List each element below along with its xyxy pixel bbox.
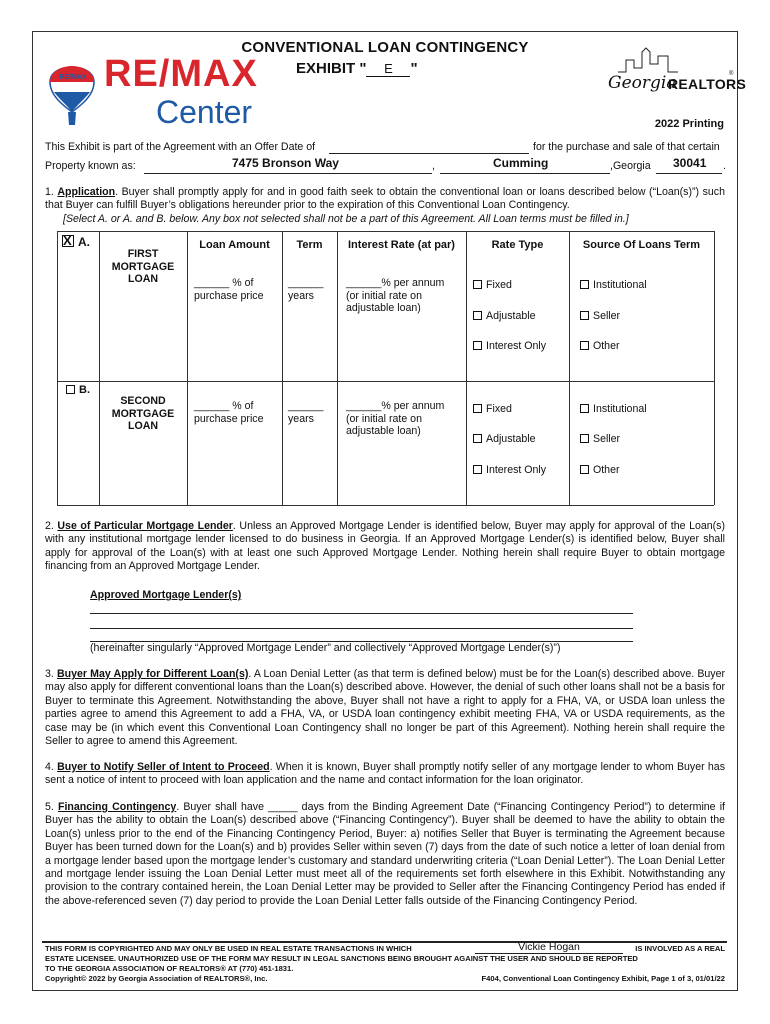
offer-date-field[interactable]: [329, 153, 529, 154]
approved-lender-line-1[interactable]: [90, 613, 633, 614]
checkbox-icon: [580, 311, 589, 320]
section-1: 1. Application. Buyer shall promptly apply for and in good faith seek to obtain the conventional loan or loans described below (“Loan(s)”) such that Buyer can fulfill Buyer’s obligations hereunder prior to the expiration of this Conventional Loan Contingency.: [45, 186, 725, 212]
row-b-source-other[interactable]: Other: [580, 464, 620, 477]
row-b-rate[interactable]: ______% per annum (or initial rate on adjustable loan): [346, 400, 445, 438]
row-b-source-seller[interactable]: Seller: [580, 433, 620, 446]
printing-year: 2022 Printing: [654, 118, 724, 130]
checkbox-icon: [473, 280, 482, 289]
form-title: CONVENTIONAL LOAN CONTINGENCY: [241, 39, 529, 56]
georgia-realtors-logo: [608, 44, 747, 100]
header-interest-rate: Interest Rate (at par): [348, 239, 455, 251]
approved-lender-note: (hereinafter singularly “Approved Mortgage Lender” and collectively “Approved Mortgage Lender(s)”): [90, 642, 561, 654]
section-3-heading: Buyer May Apply for Different Loan(s): [57, 668, 249, 680]
intro-line1-start: This Exhibit is part of the Agreement with an Offer Date of: [45, 141, 316, 153]
checkbox-icon: [473, 434, 482, 443]
footer-notice: THIS FORM IS COPYRIGHTED AND MAY ONLY BE USED IN REAL ESTATE TRANSACTIONS IN WHICH Vickie Hogan IS INVOLVED AS A REAL ESTATE LICENSEE. UNAUTHORIZED USE OF THE FORM MAY RESULT IN LEGAL SANCTIONS BEING BROUGHT AGAINST THE USER AND SHOULD BE REPORTED TO THE GEORGIA ASSOCIATION OF REALTORS® AT (770) 451-1831. Copyright© 2022 by Georgia Association of REALTORS®, Inc. F404, Conventional Loan Contingency Exhibit, Page 1 of 3, 01/01/22: [45, 941, 725, 984]
zip-field[interactable]: 30041: [673, 156, 707, 170]
checkbox-icon: [580, 465, 589, 474]
header-source: Source Of Loans Term: [582, 239, 701, 251]
intro-line2-start: Property known as:: [45, 160, 136, 172]
section-5: 5. Financing Contingency. Buyer shall have _____ days from the Binding Agreement Date (“Financing Contingency Period”) to determine if Buyer has the ability to obtain the Loan(s) described above (“Financing Contingency”). Buyer shall be deemed to have the ability to obtain the Loan(s) unless prior to the end of the Financing Contingency Period, Buyer: a) notifies Seller that Buyer is terminating the Agreement because Buyer has been turned down for the Loan(s) and b) provides Seller within seven (7) days from the date of such notice a letter of loan denial from a mortgage lender based upon the mortgage lender’s customary and standard underwriting criteria (“Loan Denial Letter”). The Loan Denial Letter and mortgage lender issuing the Loan Denial Letter must meet all of the requirements set forth elsewhere in this Exhibit. Notwithstanding any provision to the contrary contained herein, the Loan Denial Letter may be provided to Seller after the Financing Contingency Period has ended if the above-referenced seven (7) day period to provide the Loan Denial Letter falls outside of the Financing Contingency Period.: [45, 801, 725, 907]
section-4-heading: Buyer to Notify Seller of Intent to Proceed: [57, 761, 270, 773]
row-a-source-seller[interactable]: Seller: [580, 310, 620, 323]
section-1-instruction: [Select A. or A. and B. below. Any box not selected shall not be a part of this Agreement. All Loan terms must be filled in.]: [63, 213, 629, 225]
row-b-type-interest-only[interactable]: Interest Only: [473, 464, 546, 477]
row-b-term[interactable]: ______ years: [288, 400, 324, 425]
copyright: Copyright© 2022 by Georgia Association of REALTORS®, Inc.: [45, 974, 268, 984]
realtors-wordmark: REALTORS: [668, 76, 747, 92]
section-1-num: 1.: [45, 186, 54, 198]
city-field[interactable]: Cumming: [493, 156, 549, 170]
footer-rule: [42, 941, 727, 943]
row-a-select: X A.: [63, 233, 90, 249]
checkbox-icon: [580, 341, 589, 350]
row-a-source-other[interactable]: Other: [580, 340, 620, 353]
remax-logo: [40, 50, 275, 135]
section-2: 2. Use of Particular Mortgage Lender. Unless an Approved Mortgage Lender is identified below, Buyer may apply for approval of the Loan(s) with any institutional mortgage lender licensed to do business in Georgia. If an Approved Mortgage Lender(s) is identified below, Buyer shall apply for approval of the Loan(s) with at least one such Approved Mortgage Lender. Nothing herein shall require Buyer to obtain mortgage financing from an Approved Mortgage Lender.: [45, 520, 725, 573]
row-b-amount[interactable]: ______ % of purchase price: [194, 400, 264, 425]
exhibit-letter-field[interactable]: E: [366, 61, 410, 77]
registered-mark: ®: [729, 71, 734, 77]
row-a-term[interactable]: ______ years: [288, 277, 324, 302]
section-3: 3. Buyer May Apply for Different Loan(s). A Loan Denial Letter (as that term is defined below) must be for the Loan(s) described above. Buyer may also apply for different conventional loans than the Loan(s) described above. However, the denial of such other loans shall not be a basis for Buyer to terminate this Agreement. Notwithstanding the above, Buyer shall not have a right to apply for a FHA, VA, or USDA loan unless the parties agree to amend this Agreement to add a FHA, VA, or USDA loan contingency exhibit meeting FHA, VA or USDA requirements, as the case may be (in which event this Conventional Loan Contingency shall no longer be part of this Agreement). Nothing herein shall require the Seller to agree to amend this Agreement.: [45, 668, 725, 748]
approved-lender-heading: Approved Mortgage Lender(s): [90, 589, 242, 601]
header-term: Term: [296, 239, 323, 251]
row-a-type-fixed[interactable]: Fixed: [473, 279, 512, 292]
row-a-type-adjustable[interactable]: Adjustable: [473, 310, 535, 323]
row-b-name: SECOND MORTGAGE LOAN: [111, 395, 175, 433]
row-a-rate[interactable]: ______% per annum (or initial rate on adjustable loan): [346, 277, 445, 315]
checkbox-icon: [473, 465, 482, 474]
checkbox-icon: [473, 311, 482, 320]
row-b-source-institutional[interactable]: Institutional: [580, 403, 647, 416]
georgia-script: Georgia: [608, 73, 677, 93]
section-1-heading: Application: [57, 186, 116, 198]
street-field-line: [144, 173, 432, 174]
row-a-checkbox[interactable]: X: [62, 235, 74, 247]
row-b-checkbox[interactable]: [66, 385, 75, 394]
section-5-heading: Financing Contingency: [57, 801, 177, 813]
approved-lender-line-2[interactable]: [90, 628, 633, 629]
header-loan-amount: Loan Amount: [199, 239, 270, 251]
row-b-type-fixed[interactable]: Fixed: [473, 403, 512, 416]
checkbox-icon: [580, 434, 589, 443]
comma: ,: [432, 160, 435, 172]
row-a-source-institutional[interactable]: Institutional: [580, 279, 647, 292]
form-id: F404, Conventional Loan Contingency Exhibit, Page 1 of 3, 01/01/22: [481, 974, 725, 984]
row-b-type-adjustable[interactable]: Adjustable: [473, 433, 535, 446]
header-rate-type: Rate Type: [491, 239, 544, 251]
checkbox-icon: [473, 341, 482, 350]
state-label: ,Georgia: [610, 160, 651, 172]
period: .: [723, 160, 726, 172]
zip-field-line: [656, 173, 722, 174]
row-a-name: FIRST MORTGAGE LOAN: [111, 248, 175, 286]
section-2-heading: Use of Particular Mortgage Lender: [57, 520, 233, 532]
city-field-line: [440, 173, 610, 174]
exhibit-label: EXHIBIT " E ": [296, 60, 418, 77]
row-b-select: B.: [66, 384, 90, 396]
intro-line1-end: for the purchase and sale of that certain: [533, 141, 720, 153]
row-a-type-interest-only[interactable]: Interest Only: [473, 340, 546, 353]
street-field[interactable]: 7475 Bronson Way: [232, 156, 339, 170]
remax-wordmark: RE/MAX: [104, 53, 258, 95]
checkbox-icon: [473, 404, 482, 413]
section-4: 4. Buyer to Notify Seller of Intent to Proceed. When it is known, Buyer shall promptly notify seller of any mortgage lender to whom Buyer has sent a notice of intent to proceed with loan application and the name and contact information for the loan originator.: [45, 761, 725, 787]
checkbox-icon: [580, 280, 589, 289]
checkbox-icon: [580, 404, 589, 413]
remax-badge-text: RE/MAX: [59, 74, 87, 81]
row-a-amount[interactable]: ______ % of purchase price: [194, 277, 264, 302]
remax-center-wordmark: Center: [156, 94, 253, 130]
licensee-field[interactable]: Vickie Hogan: [475, 941, 623, 954]
